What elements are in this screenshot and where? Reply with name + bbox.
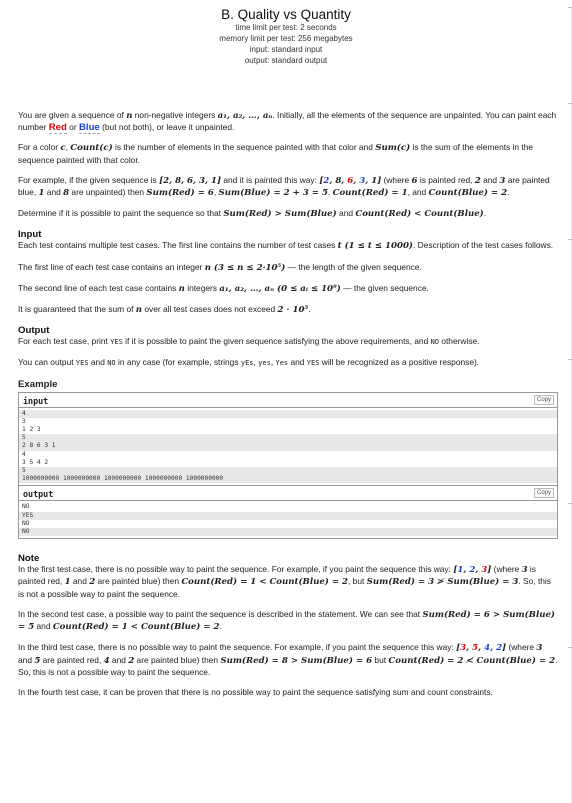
text: over all test cases does not exceed (142, 304, 278, 315)
input-line: 4 (22, 450, 26, 458)
sep: , (466, 643, 473, 654)
math: Count(c) (70, 143, 113, 154)
output-label: output (23, 489, 54, 500)
text: — the length of the given sequence. (285, 261, 422, 272)
input-lines (19, 408, 557, 486)
bracket: ] (487, 565, 492, 576)
code: NO (107, 359, 116, 368)
text: , (65, 142, 71, 153)
text: You are given a sequence of (18, 110, 127, 120)
text: non-negative integers (132, 110, 218, 120)
math: Count(Red) = 2 ≮ Count(Blue) = 2 (388, 655, 556, 666)
sep: , (329, 175, 336, 186)
red-number: 5 (472, 643, 479, 654)
copy-input-button[interactable]: Copy (534, 395, 554, 405)
code: NO (430, 338, 439, 347)
text: The first line of each test case contains an integer (18, 261, 205, 272)
note-paragraph (18, 642, 558, 678)
blue-number: 3 (359, 175, 366, 186)
text: The second line of each test case contains (18, 282, 179, 293)
input-paragraph (18, 304, 558, 316)
problem-content (18, 110, 558, 707)
problem-title: B. Quality vs Quantity (221, 7, 351, 22)
math: 4 (103, 655, 110, 666)
output-line: YES (19, 512, 557, 520)
painted-sequence (453, 565, 491, 575)
text: (but not both), or leave it unpainted. (99, 122, 235, 133)
math: a₁, a₂, …, aₙ (0 ≤ aᵢ ≤ 10⁹) (219, 283, 341, 294)
text: are painted blue, (18, 174, 550, 198)
text: are painted red, (40, 654, 104, 665)
text: It is guaranteed that the sum of (18, 304, 136, 315)
bracket: [ (456, 643, 461, 654)
math: Sum(c) (375, 143, 411, 154)
input-line: 2 8 6 3 1 (19, 442, 557, 450)
red-number: 6 (347, 175, 354, 186)
text: Each test contains multiple test cases. The first line contains the number of test cases (18, 240, 338, 251)
text: For each test case, print (18, 336, 111, 347)
text: otherwise. (439, 336, 480, 347)
blue-word: Blue (78, 122, 100, 134)
math: n (126, 111, 133, 121)
bracket: [ (453, 565, 458, 576)
math: 2 · 10⁵ (277, 305, 309, 316)
math: n (3 ≤ n ≤ 2·10⁵) (204, 262, 286, 273)
text: and (288, 357, 307, 368)
text: , (213, 187, 219, 198)
text: You can output (18, 357, 76, 368)
text: . (327, 187, 333, 198)
math: 2 (128, 655, 135, 666)
memory-limit: memory limit per test: 256 megabytes (219, 34, 353, 43)
text: . Initially, all the elements of the sequence are unpainted. You can paint each number (18, 110, 557, 133)
output-lines (19, 501, 557, 538)
edge-tick (568, 239, 572, 240)
math: c (60, 143, 66, 154)
input-section-title: Input (18, 229, 42, 241)
text: and (88, 357, 108, 368)
output-spec: output: standard output (244, 56, 328, 65)
output-line: NO (22, 519, 30, 527)
math: 3 (521, 565, 528, 576)
input-paragraph (18, 262, 558, 274)
text: In the first test case, there is no possible way to paint the sequence. For example, if you paint the sequence this way: (18, 564, 454, 575)
text: are unpainted) then (69, 187, 147, 198)
input-line: 1000000000 1000000000 1000000000 1000000000 1000000000 (19, 475, 557, 483)
text: is the number of elements in the sequence painted with that color and (112, 142, 376, 153)
math: Sum(Red) = 6 (146, 188, 214, 199)
tail: , 1] (365, 175, 382, 186)
output-section-title: Output (18, 325, 50, 337)
math: Count(Red) = 1 < Count(Blue) = 2 (181, 577, 349, 588)
text: and (44, 187, 64, 198)
copy-output-button[interactable]: Copy (534, 488, 554, 498)
text: — the given sequence. (340, 282, 429, 293)
text: (where (491, 564, 522, 575)
math: Count(Red) = 1 (332, 188, 408, 199)
sep: , (475, 565, 482, 576)
input-line: 5 (19, 434, 557, 442)
text: , and (407, 187, 429, 198)
input-label: input (23, 395, 49, 406)
painted-sequence (456, 643, 506, 653)
math: 6 (411, 175, 418, 186)
input-line: 5 (19, 467, 557, 475)
math: a₁, a₂, …, aₙ (217, 111, 273, 121)
input-paragraph (18, 283, 558, 295)
text: but (372, 654, 389, 665)
math: n (178, 283, 185, 294)
input-line: 4 (19, 410, 557, 418)
text: For example, if the given sequence is (18, 174, 160, 185)
blue-number: 4 (484, 643, 491, 654)
text: . (219, 621, 222, 632)
math: 2 (89, 577, 96, 588)
text: , (270, 357, 276, 368)
example-input-header (19, 393, 557, 408)
bracket: [ (319, 175, 324, 186)
note-paragraph (18, 564, 558, 600)
code: YES (306, 359, 320, 368)
output-paragraph (18, 336, 558, 348)
text: For a color (18, 142, 61, 153)
math: Count(Blue) = 2 (428, 188, 508, 199)
text: are painted blue) then (95, 576, 182, 587)
code: yEs (240, 359, 254, 368)
text: In the third test case, there is no possible way to paint the sequence. For example, if you paint the sequence this way: (18, 642, 457, 653)
blue-number: 2 (496, 643, 503, 654)
text: (where (381, 174, 412, 185)
math: Sum(Red) > Sum(Blue) (223, 209, 337, 220)
problem-page (0, 7, 572, 803)
math: 3 (499, 175, 506, 186)
painted-sequence (319, 176, 381, 186)
problem-header (0, 7, 572, 66)
code: YES (75, 359, 89, 368)
text: is the sum of the elements in the sequence painted with that color. (18, 142, 534, 165)
math: Sum(Red) = 6 > Sum(Blue) = 5 (18, 609, 555, 633)
math: Sum(Blue) = 2 + 3 = 5 (218, 188, 328, 199)
input-line: 3 5 4 2 (22, 458, 49, 466)
time-limit: time limit per test: 2 seconds (235, 23, 337, 32)
code: YES (110, 338, 123, 347)
statement-paragraph (18, 208, 558, 220)
math: n (135, 305, 143, 316)
text: . Description of the test cases follows. (413, 240, 554, 251)
math: Sum(Red) = 3 ≯ Sum(Blue) = 3 (366, 577, 519, 588)
sep: , (478, 643, 485, 654)
text: and (480, 174, 500, 185)
blue-number: 1 (457, 565, 464, 576)
text: . So, this is not a possible way to paint the sequence. (18, 576, 551, 599)
math: 3 (536, 643, 543, 654)
text: . So, this is not a possible way to paint the sequence. (18, 654, 558, 677)
text: is painted red, (417, 174, 475, 185)
example-output-box (18, 486, 558, 539)
text: and (109, 654, 129, 665)
statement-paragraph (18, 142, 558, 165)
statement-paragraph (18, 110, 558, 133)
math: 8 (63, 188, 70, 199)
text: and (336, 208, 356, 219)
math: 1 (64, 577, 71, 588)
text: is painted red, (18, 564, 536, 587)
code: yes (258, 359, 271, 368)
output-line: NO (22, 503, 30, 511)
red-number: 3 (481, 565, 488, 576)
input-spec: input: standard input (249, 45, 323, 54)
code: Yes (275, 359, 289, 368)
sep: , (463, 565, 470, 576)
math: Sum(Red) = 8 > Sum(Blue) = 6 (220, 655, 373, 666)
text: and (70, 576, 90, 587)
edge-tick (568, 7, 572, 8)
edge-tick (568, 103, 572, 104)
text: integers (184, 282, 220, 293)
math: Count(Red) < Count(Blue) (355, 209, 484, 220)
math: Count(Red) = 1 < Count(Blue) = 2 (52, 622, 220, 633)
text: or (66, 122, 79, 133)
text: Determine if it is possible to paint the sequence so that (18, 208, 224, 219)
text: , (253, 357, 259, 368)
text: and (18, 654, 35, 665)
text: . (483, 208, 487, 219)
sep: , (341, 175, 348, 186)
example-input-box (18, 392, 558, 487)
sep: , (353, 175, 360, 186)
text: and (34, 621, 53, 632)
text: . (308, 304, 311, 315)
red-word: Red (48, 122, 67, 134)
example-output-header (19, 486, 557, 501)
blue-number: 2 (469, 565, 476, 576)
math: t (1 ≤ t ≤ 1000) (337, 241, 413, 252)
statement-paragraph (18, 175, 558, 199)
math: 5 (34, 655, 41, 666)
edge-tick (568, 359, 572, 360)
text: are painted blue) then (134, 654, 221, 665)
note-paragraph (18, 609, 558, 633)
text: In the second test case, a possible way to paint the sequence is described in the statement. We can see that (18, 608, 423, 619)
example-title: Example (18, 378, 58, 390)
sep: , (490, 643, 497, 654)
text: (where (506, 642, 537, 653)
text: . (507, 187, 510, 198)
output-paragraph (18, 357, 558, 369)
input-line: 1 2 3 (22, 426, 41, 434)
note-paragraph (18, 687, 558, 698)
text: and it is painted this way: (221, 174, 320, 185)
input-paragraph (18, 240, 558, 252)
red-number: 3 (460, 643, 467, 654)
math: 1 (38, 188, 45, 199)
output-line: NO (19, 528, 557, 536)
text: , but (348, 576, 367, 587)
note-title: Note (18, 553, 40, 565)
blue-number: 2 (323, 175, 330, 186)
edge-tick (568, 647, 572, 648)
text: will be recognized as a positive response). (319, 357, 480, 368)
math: 2 (474, 175, 481, 186)
text: if it is possible to paint the given sequence satisfying the above requirements, and (122, 336, 431, 347)
input-line: 3 (22, 417, 26, 425)
math: [2, 8, 6, 3, 1] (159, 175, 222, 186)
text: in any case (for example, strings (115, 357, 241, 368)
text: In the fourth test case, it can be proven that there is no possible way to paint the sequence satisfying sum and count constraints. (18, 686, 493, 697)
bracket: ] (502, 643, 507, 654)
edge-tick (568, 503, 572, 504)
number: 8 (335, 175, 342, 186)
